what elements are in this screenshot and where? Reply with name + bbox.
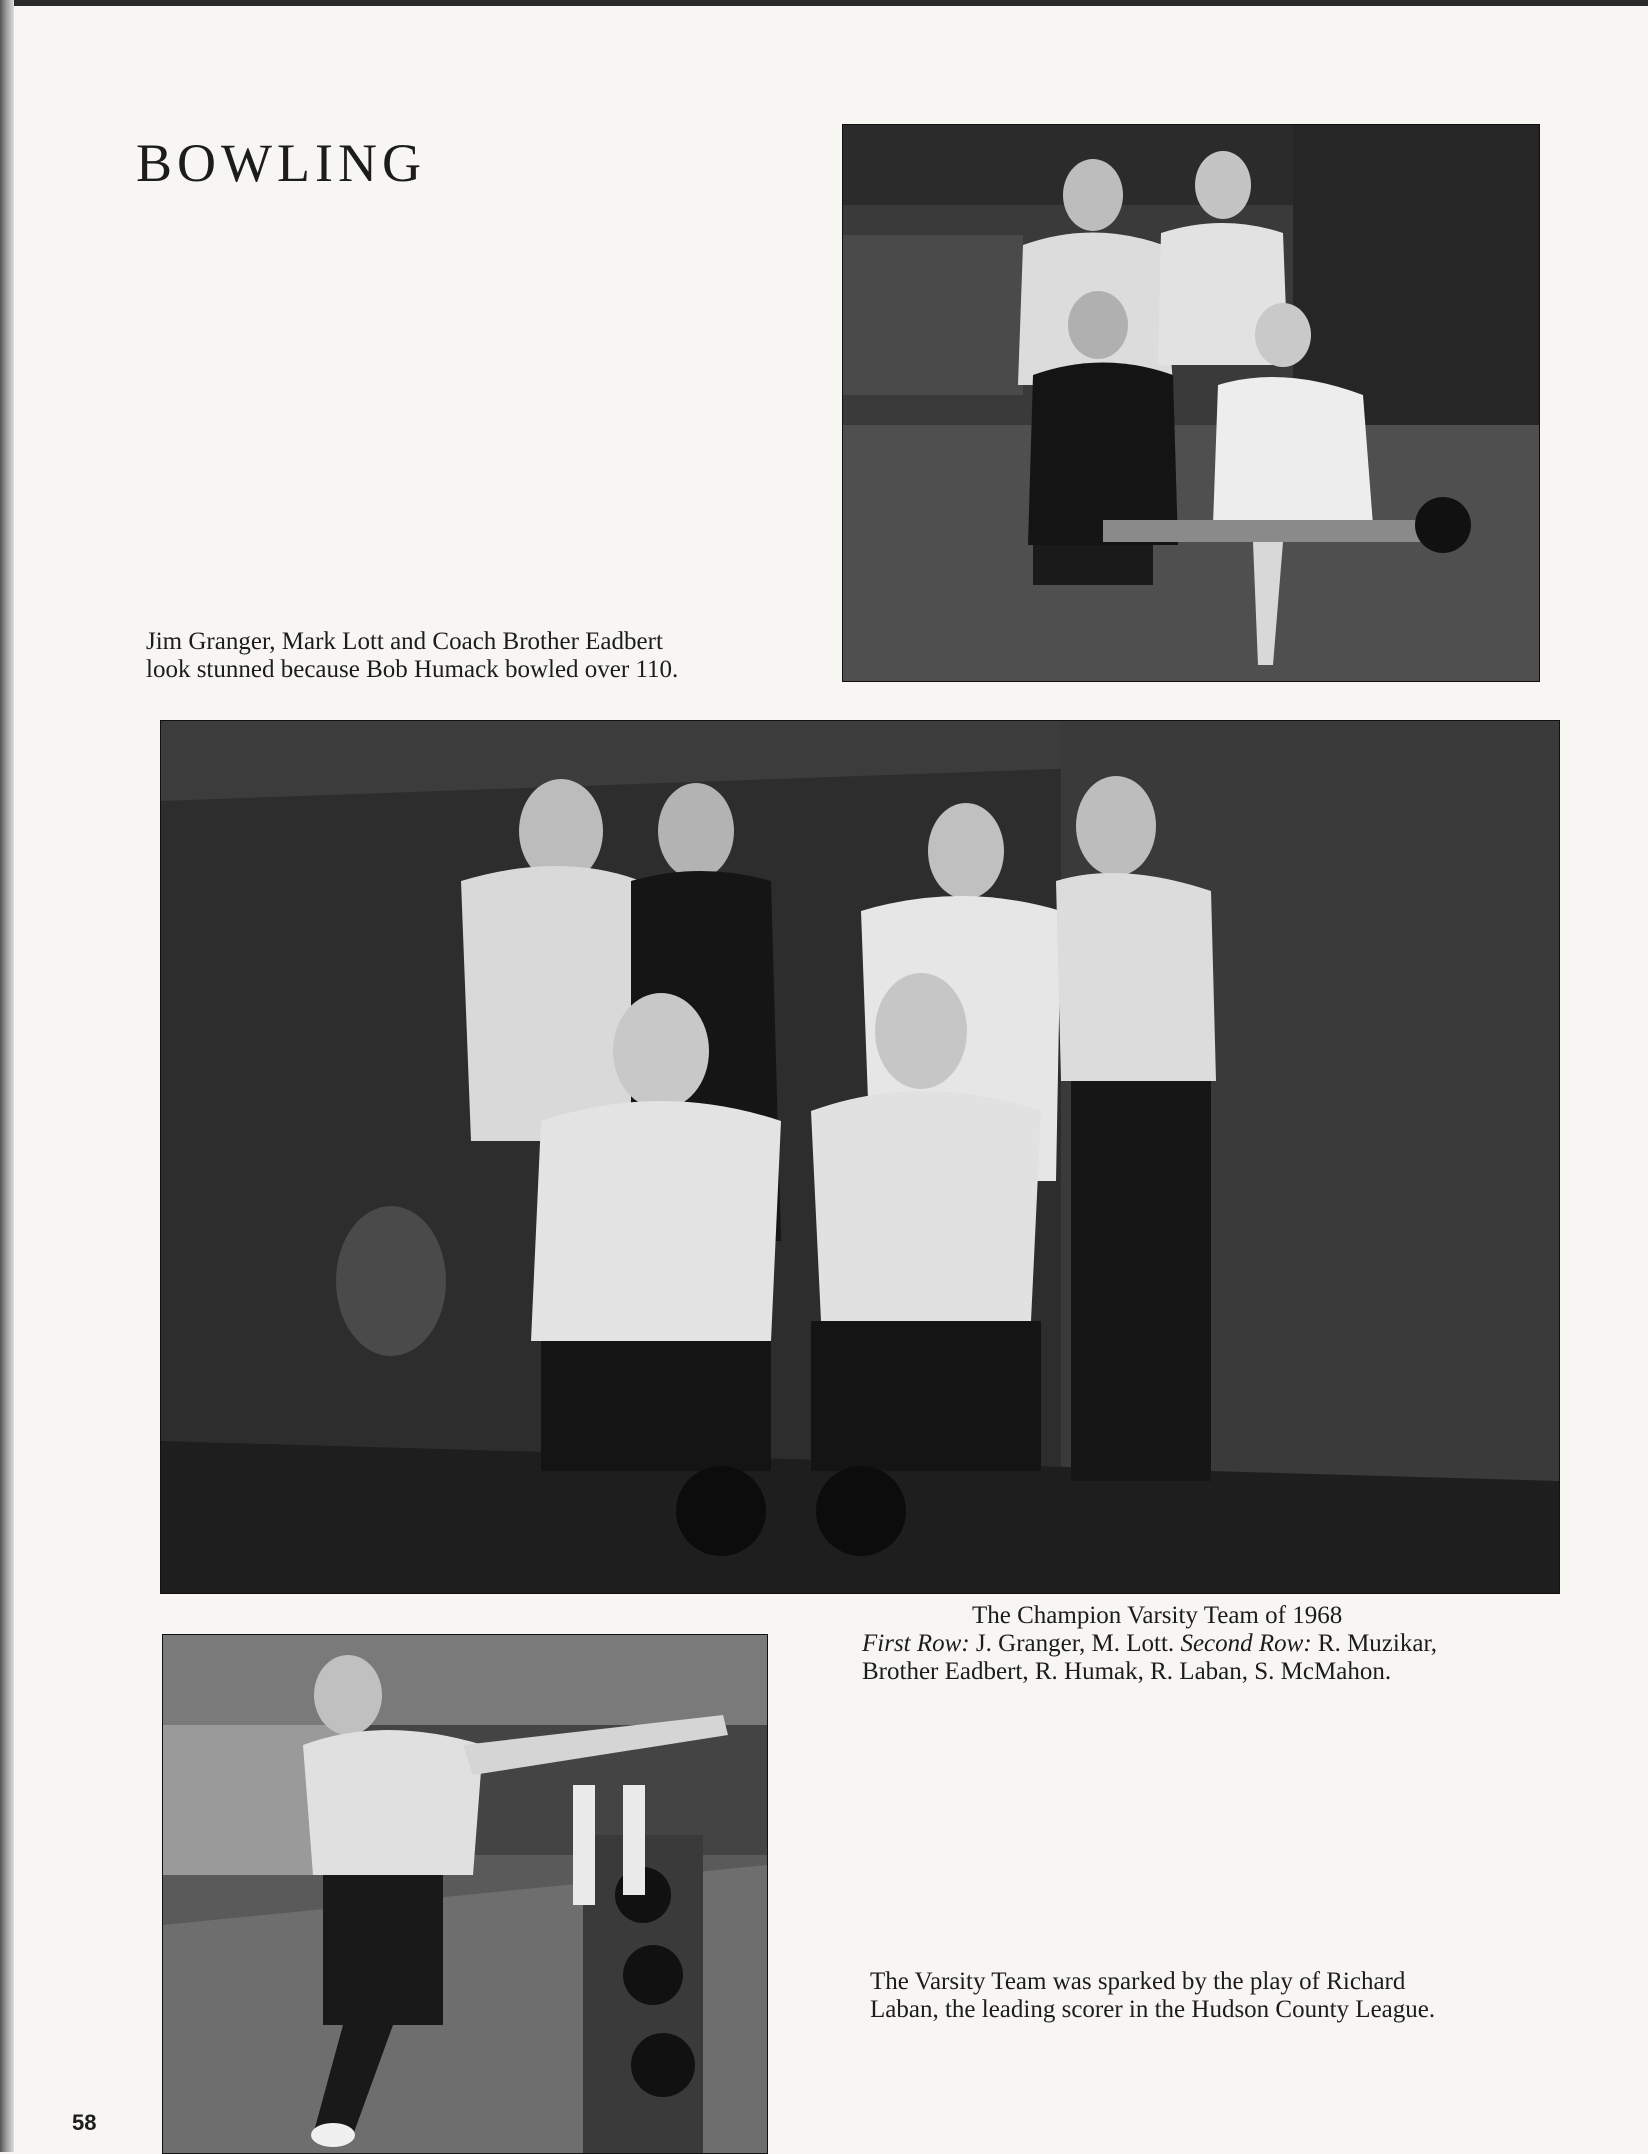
- photo-champion-varsity-team: [160, 720, 1560, 1594]
- row-label: Second Row:: [1180, 1630, 1312, 1657]
- caption-line: Brother Eadbert, R. Humak, R. Laban, S. McMahon.: [862, 1658, 1392, 1685]
- caption-line: The Champion Varsity Team of 1968: [972, 1602, 1343, 1629]
- photo-bowler-releasing-ball: [162, 1634, 768, 2154]
- caption-line: Laban, the leading scorer in the Hudson County League.: [870, 1996, 1436, 2023]
- page-title: BOWLING: [136, 133, 426, 193]
- photo-coach-and-bowlers: [842, 124, 1540, 682]
- caption-photo-1: [146, 628, 826, 684]
- caption-line: The Varsity Team was sparked by the play of Richard: [870, 1968, 1406, 1995]
- caption-line: Jim Granger, Mark Lott and Coach Brother Eadbert: [146, 628, 663, 655]
- row-names: R. Muzikar,: [1311, 1630, 1438, 1657]
- row-label: First Row:: [862, 1630, 970, 1657]
- row-names: J. Granger, M. Lott.: [969, 1630, 1181, 1657]
- caption-photo-2: [862, 1602, 1562, 1686]
- caption-photo-3: [870, 1968, 1570, 2024]
- book-binding-shadow: [0, 0, 14, 2152]
- page-number: 58: [72, 2110, 97, 2135]
- caption-line: look stunned because Bob Humack bowled over 110.: [146, 656, 679, 683]
- page-top-rule: [0, 0, 1648, 6]
